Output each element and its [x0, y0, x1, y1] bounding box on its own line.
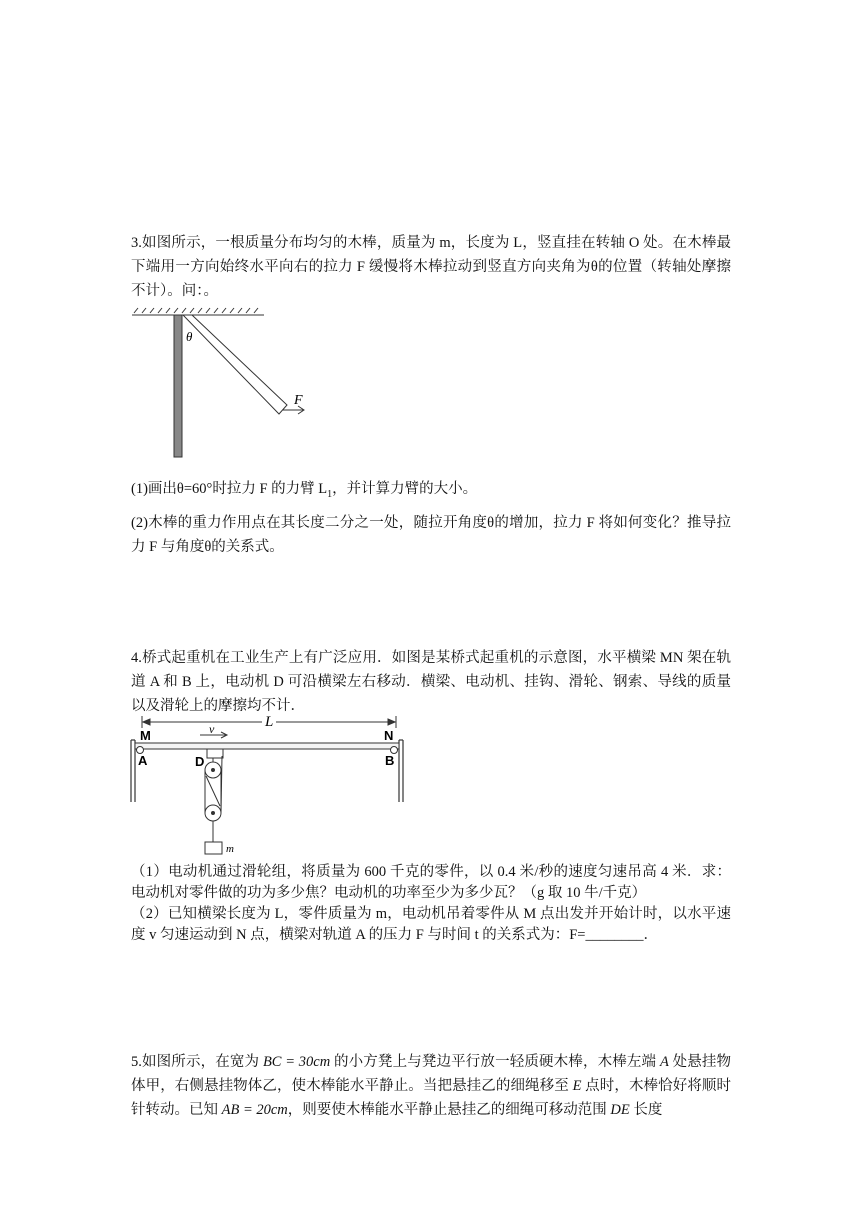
- q3-part1-subscript: 1: [327, 488, 333, 500]
- q4-part2: （2）已知横梁长度为 L，零件质量为 m，电动机吊着零件从 M 点出发并开始计时，以水平速度 v 匀速运动到 N 点，横梁对轨道 A 的压力 F 与时间 t 的关系式为：F=________．: [131, 906, 731, 943]
- motor-d: [207, 749, 223, 758]
- theta-label: θ: [186, 329, 193, 344]
- right-rail-post: [399, 740, 403, 802]
- q3-rod-figure: [128, 306, 324, 462]
- label-n-end: N: [384, 728, 394, 743]
- label-mass: m: [226, 843, 234, 855]
- ceiling-hatch: [132, 308, 264, 315]
- q3-part1: [131, 477, 731, 507]
- q3-part1-text-end: ，并计算力臂的大小。: [332, 481, 478, 497]
- left-rail-post: [131, 740, 135, 802]
- q4-part1: （1）电动机通过滑轮组，将质量为 600 千克的零件，以 0.4 米/秒的速度匀速吊高 4 米．求：电动机对零件做的功为多少焦？电动机的功率至少为多少瓦？（g 取 10 牛/千克）: [131, 864, 731, 901]
- q5-point-a: A: [659, 1054, 669, 1070]
- label-d-motor: D: [195, 754, 205, 769]
- tilted-rod: [183, 315, 287, 414]
- q4-stem: 4.桥式起重机在工业生产上有广泛应用．如图是某桥式起重机的示意图，水平横梁 MN 架在轨道 A 和 B 上，电动机 D 可沿横梁左右移动．横梁、电动机、挂钩、滑轮、钢索、导线的质量以及滑轮上的摩擦均不计．: [131, 650, 731, 714]
- q5-stem: [131, 1050, 731, 1122]
- q5-text-5: ，则要使木棒能水平静止悬挂乙的细绳可移动范围: [287, 1102, 611, 1118]
- q5-text-2: 的小方凳上与凳边平行放一轻质硬木棒，木棒左端: [330, 1054, 660, 1070]
- q5-bc-value: BC = 30cm: [262, 1054, 331, 1070]
- q5-text-3: 处悬挂物体甲，右侧悬挂物体乙，使木棒能水平静止。当把悬挂乙的细绳移至: [131, 1054, 731, 1094]
- q5-text-4: 点时，木棒恰好将顺时针转动。已知: [131, 1078, 732, 1118]
- vertical-rod: [174, 315, 182, 457]
- q5-text-1: 5.如图所示，在宽为: [131, 1054, 263, 1070]
- q3-stem: 3.如图所示，一根质量分布均匀的木棒，质量为 m，长度为 L，竖直挂在转轴 O 处。在木棒最下端用一方向始终水平向右的拉力 F 缓慢将木棒拉动到竖直方向夹角为θ的位置（转轴处摩擦不计）。问：。: [131, 235, 731, 299]
- q5-point-e: E: [572, 1078, 582, 1094]
- q5-ab-value: AB = 20cm: [221, 1102, 288, 1118]
- pulley-system: [205, 756, 222, 842]
- q4-crane-figure: [128, 710, 410, 860]
- crossbeam-mn: [135, 743, 399, 749]
- q3-part1-text: (1)画出θ=60°时拉力 F 的力臂 L: [131, 481, 328, 497]
- q5-segment-de: DE: [610, 1102, 630, 1118]
- q5-text-6: 长度: [629, 1102, 663, 1118]
- label-m-end: M: [140, 728, 151, 743]
- label-b-rail: B: [385, 753, 395, 768]
- velocity-label: v: [209, 722, 215, 736]
- length-label: L: [265, 714, 274, 730]
- label-a-rail: A: [138, 753, 148, 768]
- q3-part2: (2)木棒的重力作用点在其长度二分之一处，随拉开角度θ的增加，拉力 F 将如何变化？推导拉力 F 与角度θ的关系式。: [131, 515, 731, 555]
- force-label: F: [294, 393, 303, 408]
- load-block: [205, 842, 222, 854]
